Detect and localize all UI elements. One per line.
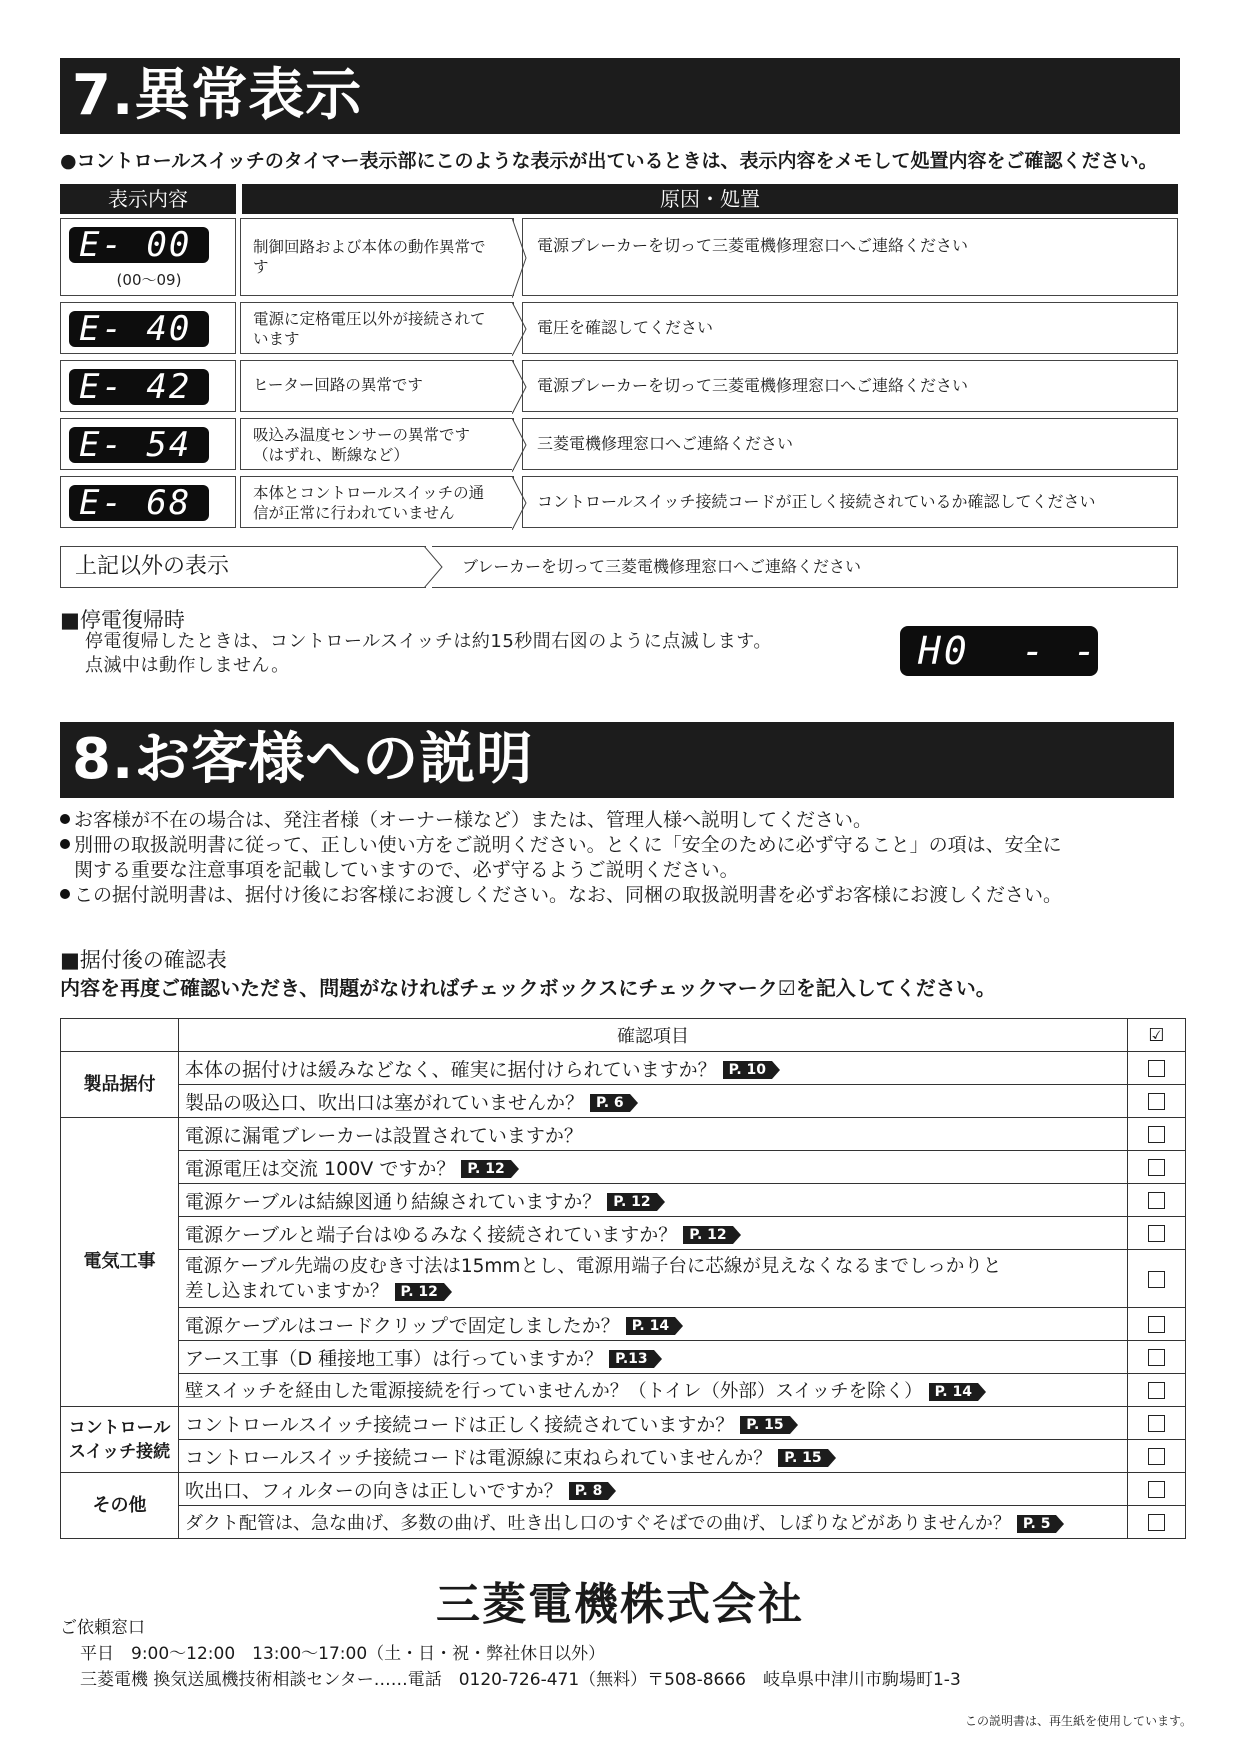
- checkbox[interactable]: [1148, 1382, 1165, 1399]
- check-item: 電源電圧は交流 100V ですか？ P. 12: [179, 1151, 1128, 1184]
- power-recovery-line2: 点滅中は動作しません。: [85, 655, 290, 676]
- table-corner: [61, 1019, 179, 1052]
- header-display: 表示内容: [60, 184, 236, 214]
- bullet-item: お客様が不在の場合は、発注者様（オーナー様など）または、管理人様へ説明してください。: [60, 808, 872, 833]
- category-label: 製品据付: [61, 1052, 179, 1118]
- check-item: 電源ケーブル先端の皮むき寸法は15mmとし、電源用端子台に芯線が見えなくなるまでしっかりと 差し込まれていますか？ P. 12: [179, 1250, 1128, 1308]
- error-display: [60, 218, 236, 296]
- error-action: 電源ブレーカーを切って三菱電機修理窓口へご連絡ください: [522, 360, 1178, 412]
- error-action: コントロールスイッチ接続コードが正しく接続されているか確認してください: [522, 476, 1178, 528]
- check-table: [60, 1018, 1186, 1539]
- error-cause: 電源に定格電圧以外が接続されています: [240, 302, 514, 354]
- error-row: [60, 418, 1178, 470]
- category-label: その他: [61, 1473, 179, 1539]
- error-display: [60, 418, 236, 470]
- error-display: [60, 476, 236, 528]
- checkbox[interactable]: [1148, 1349, 1165, 1366]
- table-header-check: ☑: [1128, 1019, 1186, 1052]
- company-name: 三菱電機株式会社: [436, 1579, 804, 1630]
- bullet-continuation: 関する重要な注意事項を記載していますので、必ず守るようご説明ください。: [74, 859, 739, 881]
- error-cause: 制御回路および本体の動作異常です: [240, 218, 514, 296]
- check-item: 製品の吸込口、吹出口は塞がれていませんか？ P. 6: [179, 1085, 1128, 1118]
- bullet-item: 別冊の取扱説明書に従って、正しい使い方をご説明ください。とくに「安全のために必ず守ること」の項は、安全に: [60, 833, 1062, 858]
- lcd-code: E- 40: [69, 311, 209, 347]
- other-display-action: ブレーカーを切って三菱電機修理窓口へご連絡ください: [432, 546, 1178, 588]
- check-table-lead: 内容を再度ご確認いただき、問題がなければチェックボックスにチェックマーク☑を記入してください。: [60, 976, 996, 1000]
- checkbox[interactable]: [1148, 1415, 1165, 1432]
- error-display: [60, 302, 236, 354]
- other-display-row: [60, 546, 1178, 588]
- error-row: [60, 476, 1178, 528]
- error-cause: 本体とコントロールスイッチの通信が正常に行われていません: [240, 476, 514, 528]
- error-row: [60, 302, 1178, 354]
- code-range: (00〜09): [116, 271, 182, 289]
- checkbox[interactable]: [1148, 1448, 1165, 1465]
- checkbox[interactable]: [1148, 1514, 1165, 1531]
- check-item: 壁スイッチを経由した電源接続を行っていませんか？（トイレ（外部）スイッチを除く） P. 14: [179, 1374, 1128, 1407]
- table-header: 確認項目: [179, 1019, 1128, 1052]
- checkbox[interactable]: [1148, 1060, 1165, 1077]
- category-label: コントロールスイッチ接続: [61, 1407, 179, 1473]
- check-item: 電源ケーブルと端子台はゆるみなく接続されていますか？ P. 12: [179, 1217, 1128, 1250]
- check-item: アース工事（D 種接地工事）は行っていますか？ P.13: [179, 1341, 1128, 1374]
- header-cause: 原因・処置: [242, 184, 1178, 214]
- check-item: 電源に漏電ブレーカーは設置されていますか？: [179, 1118, 1128, 1151]
- check-item: コントロールスイッチ接続コードは正しく接続されていますか？ P. 15: [179, 1407, 1128, 1440]
- checkbox[interactable]: [1148, 1481, 1165, 1498]
- check-item: コントロールスイッチ接続コードは電源線に束ねられていませんか？ P. 15: [179, 1440, 1128, 1473]
- check-item: ダクト配管は、急な曲げ、多数の曲げ、吐き出し口のすぐそばでの曲げ、しぼりなどがありませんか？ P. 5: [179, 1506, 1128, 1539]
- error-row: [60, 218, 1178, 296]
- error-display: [60, 360, 236, 412]
- checkbox[interactable]: [1148, 1159, 1165, 1176]
- checkbox[interactable]: [1148, 1126, 1165, 1143]
- contact-center: 三菱電機 換気送風機技術相談センター……電話 0120-726-471（無料）〒508-8666 岐阜県中津川市駒場町1-3: [80, 1670, 961, 1690]
- lcd-code: E- 54: [69, 427, 209, 463]
- section7-lead: ●コントロールスイッチのタイマー表示部にこのような表示が出ているときは、表示内容をメモして処置内容をご確認ください。: [60, 150, 1158, 172]
- error-cause: ヒーター回路の異常です: [240, 360, 514, 412]
- contact-title: ご依頼窓口: [60, 1618, 145, 1638]
- recycle-note: この説明書は、再生紙を使用しています。: [964, 1714, 1192, 1728]
- check-item: 電源ケーブルはコードクリップで固定しましたか？ P. 14: [179, 1308, 1128, 1341]
- section8-title: 8.お客様への説明: [60, 722, 1174, 798]
- checkbox[interactable]: [1148, 1093, 1165, 1110]
- category-label: 電気工事: [61, 1118, 179, 1407]
- section7-title: 7.異常表示: [60, 58, 1180, 134]
- check-item: 電源ケーブルは結線図通り結線されていますか？ P. 12: [179, 1184, 1128, 1217]
- bullet-item: この据付説明書は、据付け後にお客様にお渡しください。なお、同梱の取扱説明書を必ずお客様にお渡しください。: [60, 883, 1062, 908]
- other-display-label: 上記以外の表示: [60, 546, 426, 588]
- checkbox[interactable]: [1148, 1316, 1165, 1333]
- lcd-code: E- 68: [69, 485, 209, 521]
- error-action: 三菱電機修理窓口へご連絡ください: [522, 418, 1178, 470]
- error-row: [60, 360, 1178, 412]
- contact-hours: 平日 9:00〜12:00 13:00〜17:00（土・日・祝・弊社休日以外）: [80, 1644, 606, 1664]
- check-item: 本体の据付けは緩みなどなく、確実に据付けられていますか？ P. 10: [179, 1052, 1128, 1085]
- lcd-code: E- 42: [69, 369, 209, 405]
- error-cause: 吸込み温度センサーの異常です（はずれ、断線など）: [240, 418, 514, 470]
- power-recovery-title: ■停電復帰時: [60, 608, 185, 632]
- lcd-code: E- 00: [69, 227, 209, 263]
- check-item: 吹出口、フィルターの向きは正しいですか？ P. 8: [179, 1473, 1128, 1506]
- power-recovery-line1: 停電復帰したときは、コントロールスイッチは約15秒間右図のように点滅します。: [85, 631, 772, 652]
- power-recovery-display: H0 - -: [900, 626, 1098, 676]
- checkbox[interactable]: [1148, 1271, 1165, 1288]
- error-action: 電圧を確認してください: [522, 302, 1178, 354]
- check-table-title: ■据付後の確認表: [60, 948, 227, 972]
- checkbox[interactable]: [1148, 1225, 1165, 1242]
- checkbox[interactable]: [1148, 1192, 1165, 1209]
- error-action: 電源ブレーカーを切って三菱電機修理窓口へご連絡ください: [522, 218, 1178, 296]
